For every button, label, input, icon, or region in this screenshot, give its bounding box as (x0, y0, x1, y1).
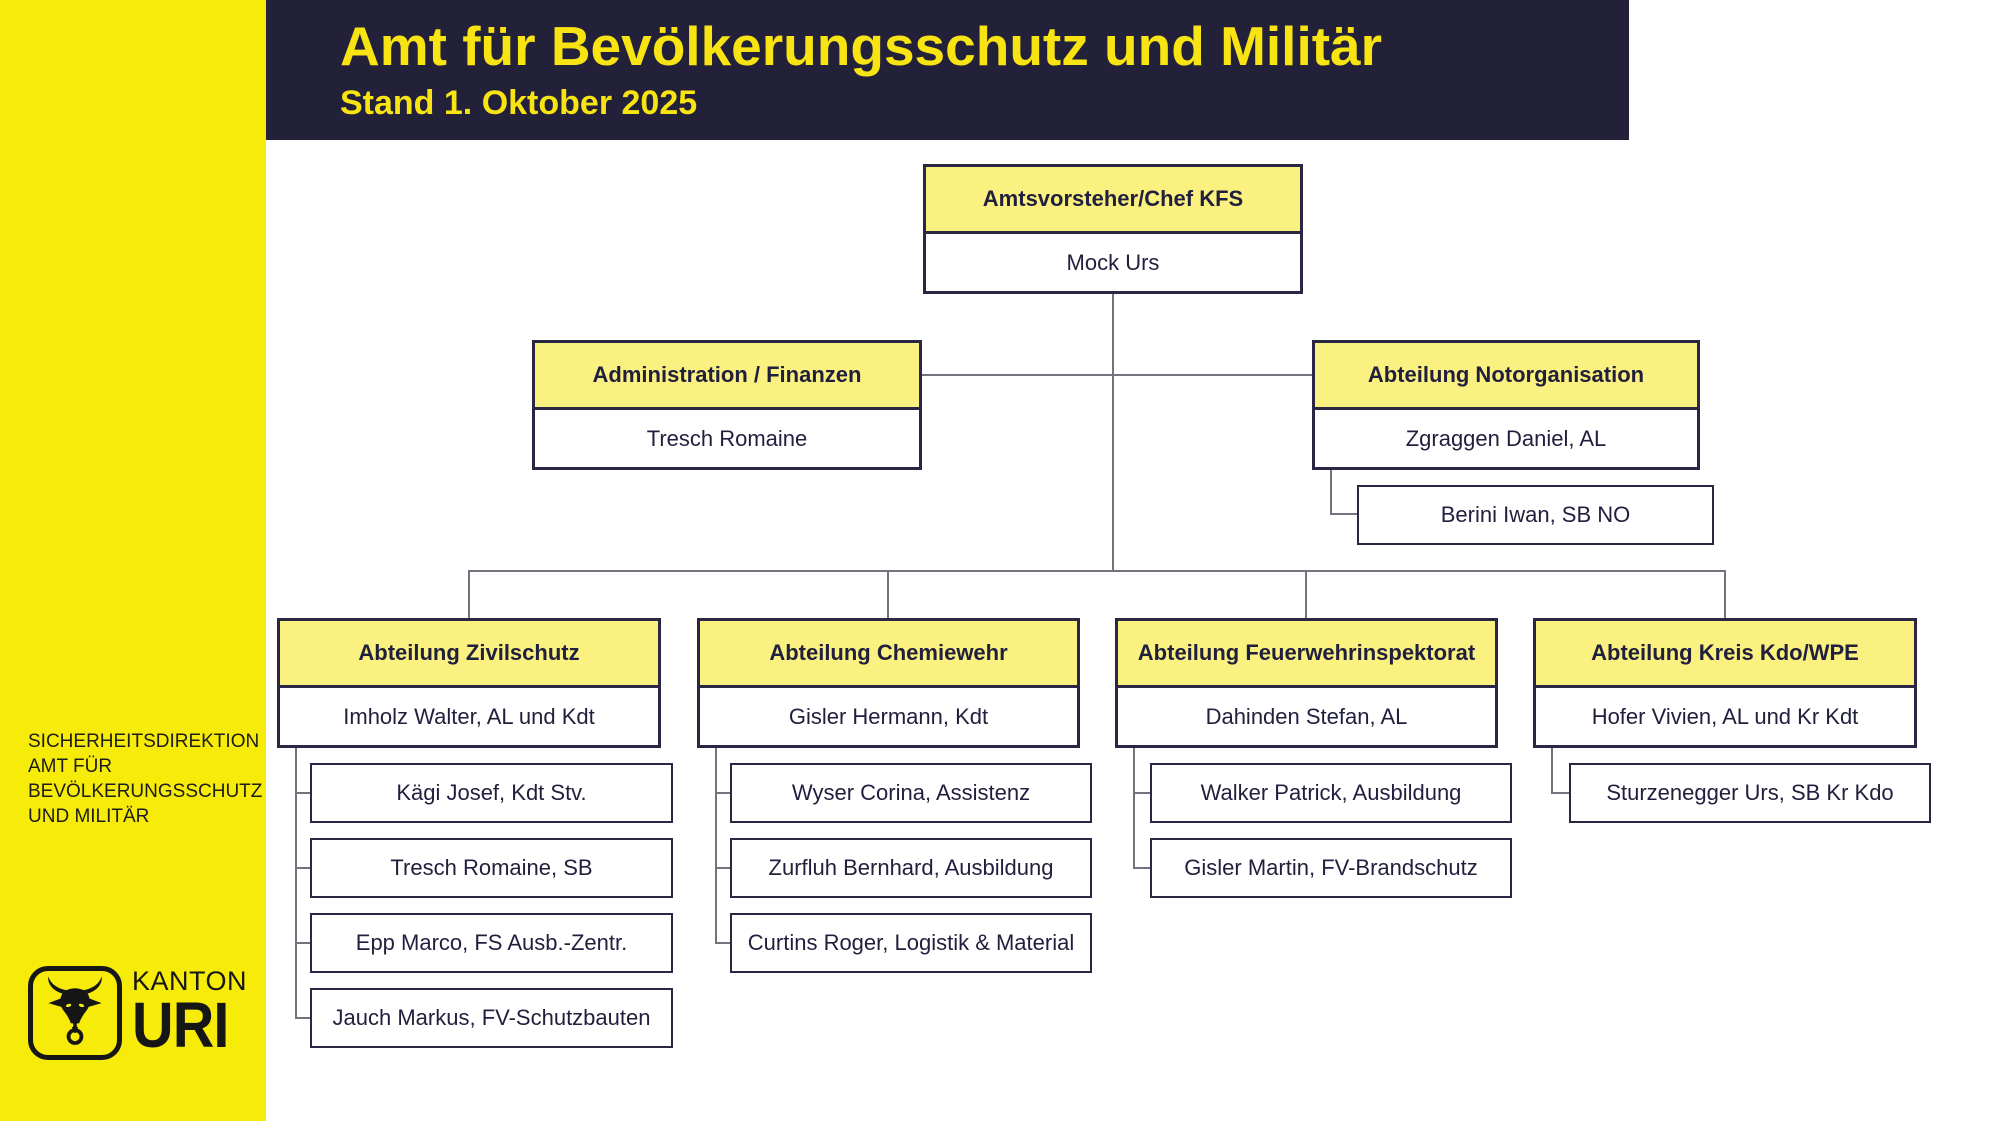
org-unit-person: Zgraggen Daniel, AL (1315, 410, 1697, 467)
sidebar-org-line: SICHERHEITSDIREKTION (28, 731, 260, 752)
connector-line (295, 867, 310, 869)
connector-line (715, 748, 717, 943)
org-sub-box: Sturzenegger Urs, SB Kr Kdo (1569, 763, 1931, 823)
sidebar-org-label (28, 729, 263, 829)
org-sub-box: Jauch Markus, FV-Schutzbauten (310, 988, 673, 1048)
logo-kanton-text: KANTON (132, 966, 248, 996)
connector-line (295, 942, 310, 944)
org-sub-box: Zurfluh Bernhard, Ausbildung (730, 838, 1092, 898)
org-sub-box: Berini Iwan, SB NO (1357, 485, 1714, 545)
connector-line (1305, 570, 1307, 618)
org-unit-chemiewehr (697, 618, 1080, 748)
org-unit-title: Amtsvorsteher/Chef KFS (926, 167, 1300, 234)
org-unit-title: Abteilung Notorganisation (1315, 343, 1697, 410)
org-sub-box: Kägi Josef, Kdt Stv. (310, 763, 673, 823)
page-subtitle: Stand 1. Oktober 2025 (340, 84, 698, 122)
org-unit-person: Tresch Romaine (535, 410, 919, 467)
org-unit-title: Abteilung Zivilschutz (280, 621, 658, 688)
org-unit-kreis-kdo-wpe (1533, 618, 1917, 748)
org-unit-person: Dahinden Stefan, AL (1118, 688, 1495, 745)
org-sub-box: Curtins Roger, Logistik & Material (730, 913, 1092, 973)
org-unit-title: Abteilung Chemiewehr (700, 621, 1077, 688)
org-unit-title: Administration / Finanzen (535, 343, 919, 410)
connector-line (468, 570, 1726, 572)
connector-line (1112, 294, 1114, 570)
sidebar-org-line: UND MILITÄR (28, 806, 150, 827)
org-unit-zivilschutz (277, 618, 661, 748)
connector-line (1133, 748, 1135, 868)
connector-line (1133, 792, 1150, 794)
sidebar-org-line: BEVÖLKERUNGSSCHUTZ (28, 781, 263, 802)
org-unit-person: Gisler Hermann, Kdt (700, 688, 1077, 745)
page-title: Amt für Bevölkerungsschutz und Militär (340, 15, 1383, 77)
connector-line (1724, 570, 1726, 618)
connector-line (887, 570, 889, 618)
connector-line (1330, 513, 1357, 515)
connector-line (715, 867, 730, 869)
org-unit-person: Imholz Walter, AL und Kdt (280, 688, 658, 745)
kanton-uri-logo (28, 966, 247, 1060)
connector-line (1551, 748, 1553, 793)
org-sub-box: Epp Marco, FS Ausb.-Zentr. (310, 913, 673, 973)
org-sub-box: Gisler Martin, FV-Brandschutz (1150, 838, 1512, 898)
org-unit-person: Mock Urs (926, 234, 1300, 291)
connector-line (1330, 470, 1332, 515)
org-sub-box: Tresch Romaine, SB (310, 838, 673, 898)
connector-line (1133, 867, 1150, 869)
header-bar (266, 0, 1629, 140)
sidebar-org-line: AMT FÜR (28, 756, 113, 777)
org-unit-title: Abteilung Feuerwehrinspektorat (1118, 621, 1495, 688)
org-unit-title: Abteilung Kreis Kdo/WPE (1536, 621, 1914, 688)
org-unit-administration-finanzen (532, 340, 922, 470)
connector-line (295, 1017, 310, 1019)
connector-line (1551, 792, 1569, 794)
connector-line (715, 942, 730, 944)
logo-uri-text: URI (132, 989, 229, 1061)
sidebar (0, 0, 266, 1121)
org-unit-person: Hofer Vivien, AL und Kr Kdt (1536, 688, 1914, 745)
org-unit-feuerwehrinspektorat (1115, 618, 1498, 748)
connector-line (295, 792, 310, 794)
connector-line (921, 374, 1313, 376)
org-sub-box: Wyser Corina, Assistenz (730, 763, 1092, 823)
org-sub-box: Walker Patrick, Ausbildung (1150, 763, 1512, 823)
logo-wordmark (132, 966, 248, 1061)
uri-bull-icon (28, 966, 122, 1060)
connector-line (468, 570, 470, 618)
connector-line (715, 792, 730, 794)
org-unit-notorganisation (1312, 340, 1700, 470)
connector-line (295, 748, 297, 1018)
org-unit-amtsvorsteher (923, 164, 1303, 294)
